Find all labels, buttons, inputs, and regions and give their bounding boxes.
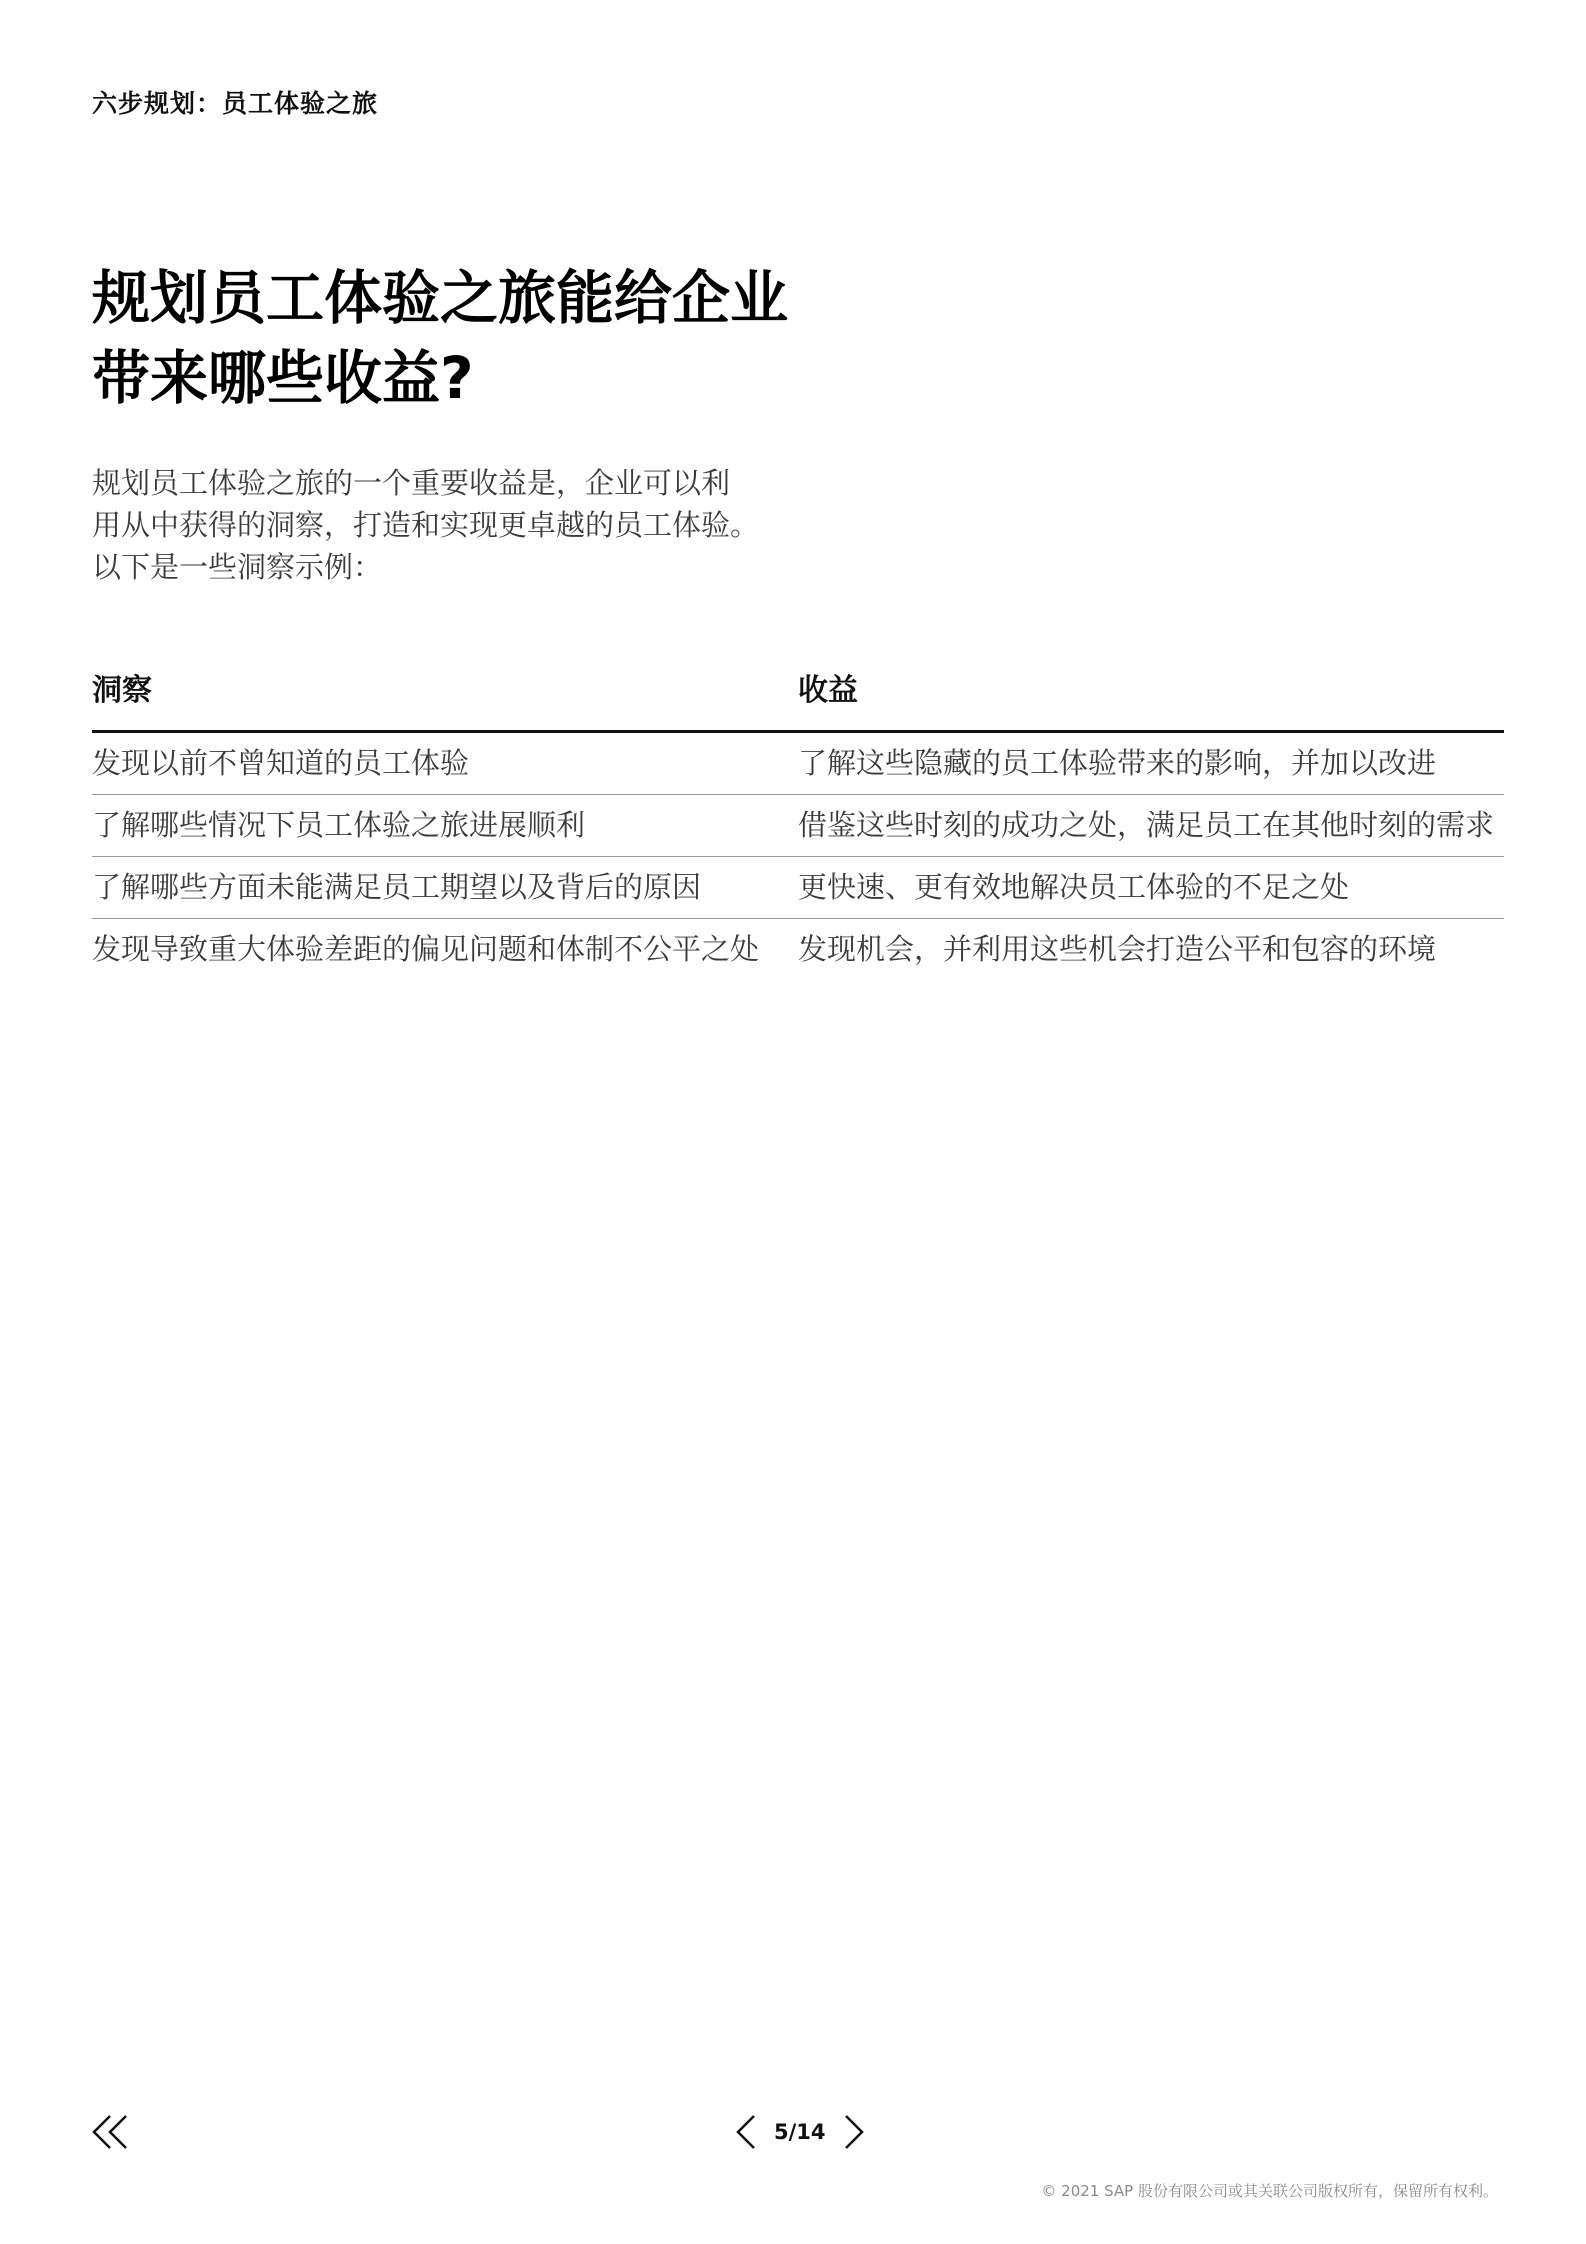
insight-cell: 了解哪些方面未能满足员工期望以及背后的原因 bbox=[92, 870, 702, 904]
benefit-cell: 借鉴这些时刻的成功之处，满足员工在其他时刻的需求 bbox=[798, 808, 1495, 842]
table-row bbox=[92, 795, 1504, 857]
title-line: 规划员工体验之旅能给企业 bbox=[92, 264, 789, 332]
title-line: 带来哪些收益? bbox=[92, 344, 474, 412]
intro-line: 以下是一些洞察示例： bbox=[92, 550, 383, 584]
insight-cell: 了解哪些情况下员工体验之旅进展顺利 bbox=[92, 808, 586, 842]
benefit-cell: 发现机会，并利用这些机会打造公平和包容的环境 bbox=[798, 932, 1437, 966]
intro-line: 规划员工体验之旅的一个重要收益是，企业可以利 bbox=[92, 466, 731, 500]
page-title bbox=[92, 258, 852, 418]
intro-line: 用从中获得的洞察，打造和实现更卓越的员工体验。 bbox=[92, 508, 760, 542]
benefit-cell: 更快速、更有效地解决员工体验的不足之处 bbox=[798, 870, 1350, 904]
chevron-right-icon[interactable] bbox=[842, 2112, 866, 2152]
copyright-notice: © 2021 SAP 股份有限公司或其关联公司版权所有，保留所有权利。 bbox=[1041, 2182, 1498, 2200]
column-header-benefit: 收益 bbox=[798, 673, 858, 708]
section-label: 六步规划：员工体验之旅 bbox=[92, 89, 379, 118]
pagination bbox=[734, 2112, 866, 2152]
table-row bbox=[92, 733, 1504, 795]
double-chevron-left-icon[interactable] bbox=[90, 2112, 132, 2152]
footer-navigation bbox=[0, 2112, 1586, 2162]
intro-paragraph bbox=[92, 462, 832, 588]
table-row bbox=[92, 919, 1504, 980]
page-indicator: 5/14 bbox=[774, 2120, 826, 2144]
benefit-cell: 了解这些隐藏的员工体验带来的影响，并加以改进 bbox=[798, 746, 1437, 780]
column-header-insight: 洞察 bbox=[92, 673, 152, 708]
chevron-left-icon[interactable] bbox=[734, 2112, 758, 2152]
table-row bbox=[92, 857, 1504, 919]
table-header-row bbox=[92, 655, 1504, 733]
insight-cell: 发现导致重大体验差距的偏见问题和体制不公平之处 bbox=[92, 932, 760, 966]
insight-cell: 发现以前不曾知道的员工体验 bbox=[92, 746, 470, 780]
insights-benefits-table bbox=[92, 655, 1504, 980]
